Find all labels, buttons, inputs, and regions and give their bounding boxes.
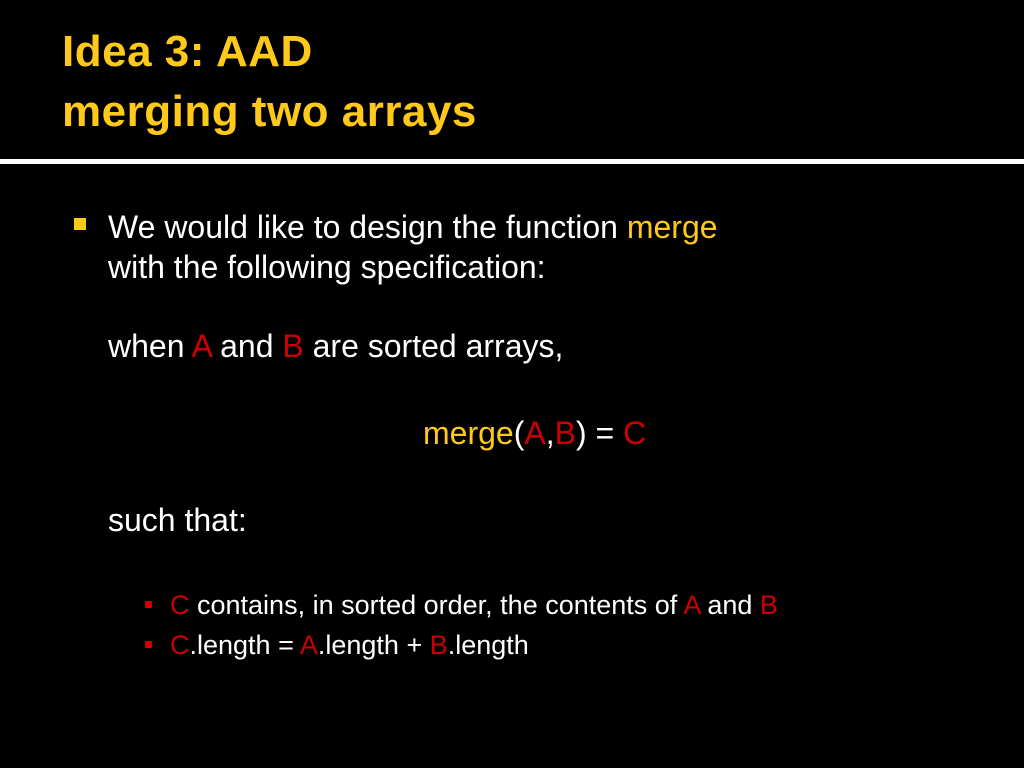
title-line-1: Idea 3: AAD	[62, 27, 313, 76]
title-divider	[0, 159, 1024, 164]
sub-bullet-line-2	[170, 627, 529, 663]
formula-line	[423, 413, 646, 453]
sub1-a: A	[683, 590, 700, 620]
sub1-and: and	[699, 590, 760, 620]
formula-result: C	[623, 415, 647, 451]
condition-line	[108, 326, 563, 366]
condition-var-b: B	[282, 328, 304, 364]
bullet-intro-text: We would like to design the function	[108, 209, 627, 245]
condition-prefix: when	[108, 328, 192, 364]
function-name: merge	[626, 209, 718, 245]
formula-arg-b: B	[554, 415, 576, 451]
slide-title	[62, 22, 477, 142]
bullet-line-2: with the following specification:	[108, 249, 546, 285]
sub2-text1: .length =	[189, 630, 300, 660]
sub2-text2: .length +	[317, 630, 430, 660]
sub-bullet-square-icon	[145, 601, 152, 608]
bullet-square-icon	[74, 218, 86, 230]
sub1-c: C	[170, 590, 190, 620]
formula-comma: ,	[545, 415, 555, 451]
sub-bullet-square-icon	[145, 641, 152, 648]
formula-arg-a: A	[524, 415, 546, 451]
such-that-line: such that:	[108, 502, 247, 538]
title-line-2: merging two arrays	[62, 87, 477, 136]
sub1-text: contains, in sorted order, the contents of	[189, 590, 684, 620]
sub2-c: C	[170, 630, 190, 660]
condition-suffix: are sorted arrays,	[303, 328, 564, 364]
condition-and: and	[211, 328, 283, 364]
sub2-a: A	[299, 630, 318, 660]
bullet-line-1	[108, 207, 718, 247]
sub2-text3: .length	[447, 630, 529, 660]
formula-func: merge	[423, 415, 514, 451]
sub2-b: B	[429, 630, 448, 660]
formula-open-paren: (	[513, 415, 525, 451]
formula-close-eq: ) =	[575, 415, 624, 451]
sub-bullet-line-1	[170, 587, 778, 623]
sub1-b: B	[759, 590, 778, 620]
condition-var-a: A	[191, 328, 212, 364]
